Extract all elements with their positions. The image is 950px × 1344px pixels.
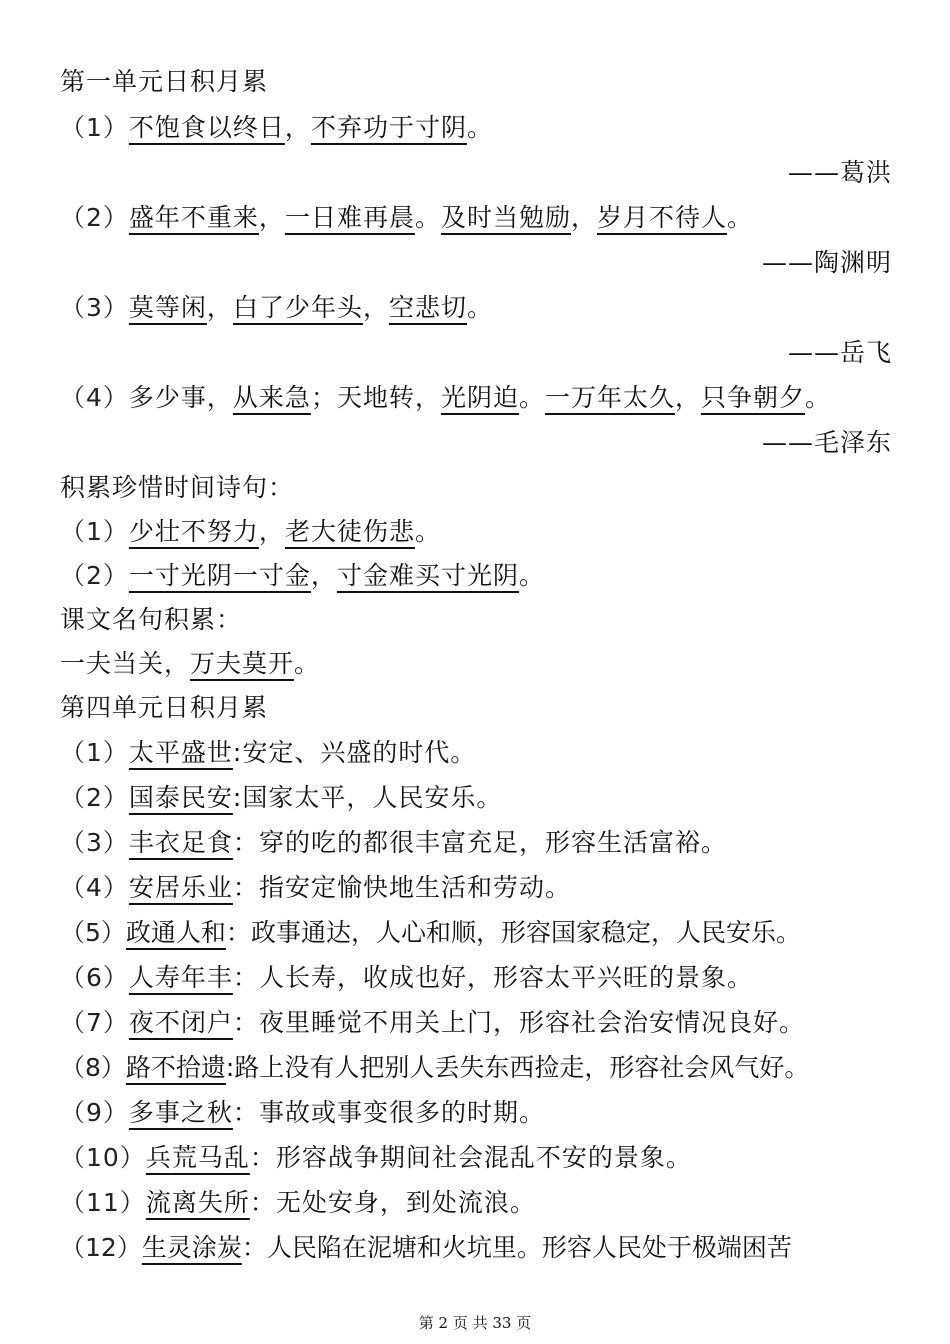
punctuation: ， (284, 113, 311, 142)
punctuation: 。 (518, 383, 545, 412)
idiom-definition: 夜里睡觉不用关上门，形容社会治安情况良好。 (258, 1008, 805, 1037)
idiom-term: 兵荒马乱 (145, 1143, 250, 1172)
idiom-definition: 穿的吃的都很丰富充足，形容生活富裕。 (258, 828, 727, 857)
idiom-term: 国泰民安 (128, 783, 233, 812)
punctuation: 。 (466, 113, 493, 142)
heading-text: 课文名句积累： (60, 605, 243, 634)
famous-line (60, 644, 892, 684)
separator: ： (232, 873, 259, 902)
idiom-term: 政通人和 (125, 918, 226, 947)
idiom-definition: 事故或事变很多的时期。 (258, 1098, 545, 1127)
underlined-phrase: 岁月不待人 (597, 203, 728, 232)
item-number: （2） (60, 561, 129, 590)
underlined-phrase: 莫等闲 (128, 293, 207, 322)
punctuation: ， (206, 293, 233, 322)
underlined-phrase: 一万年太久 (544, 383, 675, 412)
heading-text: 积累珍惜时间诗句： (60, 473, 295, 502)
section-title-famous-lines (60, 600, 892, 640)
item-number: （4） (60, 383, 129, 412)
item-number: （10） (60, 1143, 146, 1172)
idiom-row (60, 1048, 892, 1088)
section-title-unit1 (60, 62, 892, 102)
heading-text: 第四单元日积月累 (60, 693, 269, 722)
punctuation: 。 (727, 203, 754, 232)
underlined-phrase: 只争朝夕 (701, 383, 806, 412)
idiom-definition: 指安定愉快地生活和劳动。 (258, 873, 571, 902)
plain-text: ；天地转， (310, 383, 441, 412)
idiom-definition: 路上没有人把别人丢失东西捡走，形容社会风气好。 (234, 1053, 810, 1082)
idiom-row (60, 1003, 892, 1043)
item-number: （3） (60, 828, 129, 857)
separator: ： (232, 1098, 259, 1127)
item-number: （9） (60, 1098, 129, 1127)
page-footer (0, 1312, 950, 1333)
item-number: （4） (60, 873, 129, 902)
quote-author-4 (60, 423, 892, 463)
idiom-row (60, 1228, 892, 1268)
idiom-row (60, 913, 892, 953)
idiom-definition: 政事通达，人心和顺，形容国家稳定，人民安乐。 (250, 918, 801, 947)
section-title-unit4 (60, 688, 892, 728)
punctuation: ， (570, 203, 597, 232)
plain-text: 一夫当关， (60, 649, 191, 678)
heading-text: 第一单元日积月累 (60, 67, 269, 96)
idiom-term: 路不拾遗 (125, 1053, 226, 1082)
section-title-time-poems (60, 468, 892, 508)
idiom-definition: 人长寿，收成也好，形容太平兴旺的景象。 (258, 963, 753, 992)
idiom-term: 流离失所 (145, 1188, 250, 1217)
punctuation: ， (258, 203, 285, 232)
idiom-row (60, 823, 892, 863)
idiom-definition: 国家太平，人民安乐。 (242, 783, 503, 812)
underlined-phrase: 一寸光阴一寸金 (128, 561, 311, 590)
item-number: （7） (60, 1008, 129, 1037)
underlined-phrase: 及时当勉励 (440, 203, 571, 232)
item-number: （6） (60, 963, 129, 992)
separator: : (232, 783, 243, 812)
separator: ： (232, 828, 259, 857)
item-number: （1） (60, 113, 129, 142)
punctuation: ， (362, 293, 389, 322)
idiom-term: 多事之秋 (128, 1098, 233, 1127)
idiom-row (60, 1093, 892, 1133)
idiom-term: 安居乐业 (128, 873, 233, 902)
separator: ： (225, 918, 251, 947)
punctuation: ， (258, 517, 285, 546)
underlined-phrase: 光阴迫 (440, 383, 519, 412)
punctuation: 。 (414, 517, 441, 546)
separator: : (225, 1053, 235, 1082)
item-number: （2） (60, 203, 129, 232)
underlined-phrase: 不饱食以终日 (128, 113, 285, 142)
quote-author-2 (60, 243, 892, 283)
underlined-phrase: 白了少年头 (232, 293, 363, 322)
item-number: （5） (60, 918, 126, 947)
author-text: ——葛洪 (787, 158, 892, 187)
underlined-phrase: 一日难再晨 (284, 203, 415, 232)
item-number: （2） (60, 783, 129, 812)
underlined-phrase: 盛年不重来 (128, 203, 259, 232)
poem-line-2 (60, 556, 892, 596)
idiom-row (60, 1183, 892, 1223)
idiom-term: 丰衣足食 (128, 828, 233, 857)
punctuation: 。 (414, 203, 441, 232)
underlined-phrase: 不弃功于寸阴 (310, 113, 467, 142)
idiom-row (60, 958, 892, 998)
item-number: （11） (60, 1188, 146, 1217)
separator: ： (249, 1188, 276, 1217)
underlined-phrase: 空悲切 (388, 293, 467, 322)
punctuation: 。 (466, 293, 493, 322)
separator: ： (232, 963, 259, 992)
author-text: ——毛泽东 (761, 428, 892, 457)
quote-line-2 (60, 198, 892, 238)
idiom-row (60, 1138, 892, 1178)
page-number-text: 第 2 页 共 33 页 (418, 1314, 532, 1332)
idiom-definition: 人民陷在泥塘和火坑里。形容人民处于极端困苦 (266, 1233, 792, 1262)
underlined-phrase: 老大徒伤悲 (284, 517, 415, 546)
item-number: （1） (60, 738, 129, 767)
idiom-definition: 形容战争期间社会混乱不安的景象。 (275, 1143, 692, 1172)
idiom-definition: 无处安身，到处流浪。 (275, 1188, 536, 1217)
quote-author-1 (60, 153, 892, 193)
underlined-phrase: 寸金难买寸光阴 (336, 561, 519, 590)
idiom-term: 人寿年丰 (128, 963, 233, 992)
quote-line-3 (60, 288, 892, 328)
idiom-definition: 安定、兴盛的时代。 (242, 738, 477, 767)
quote-author-3 (60, 333, 892, 373)
punctuation: ， (310, 561, 337, 590)
separator: ： (241, 1233, 267, 1262)
underlined-phrase: 从来急 (232, 383, 311, 412)
punctuation: ， (675, 383, 702, 412)
item-number: （3） (60, 293, 129, 322)
poem-line-1 (60, 512, 892, 552)
separator: ： (249, 1143, 276, 1172)
separator: : (232, 738, 243, 767)
item-number: （12） (60, 1233, 142, 1262)
idiom-term: 太平盛世 (128, 738, 233, 767)
idiom-term: 生灵涂炭 (141, 1233, 242, 1262)
underlined-phrase: 万夫莫开 (190, 649, 295, 678)
author-text: ——陶渊明 (761, 248, 892, 277)
idiom-row (60, 868, 892, 908)
separator: ： (232, 1008, 259, 1037)
punctuation: 。 (294, 649, 321, 678)
item-number: （8） (60, 1053, 126, 1082)
author-text: ——岳飞 (787, 338, 892, 367)
punctuation: 。 (805, 383, 832, 412)
punctuation: 。 (518, 561, 545, 590)
plain-text: 多少事， (128, 383, 233, 412)
item-number: （1） (60, 517, 129, 546)
idiom-row (60, 778, 892, 818)
idiom-term: 夜不闭户 (128, 1008, 233, 1037)
idiom-row (60, 733, 892, 773)
quote-line-4 (60, 378, 892, 418)
quote-line-1 (60, 108, 892, 148)
underlined-phrase: 少壮不努力 (128, 517, 259, 546)
